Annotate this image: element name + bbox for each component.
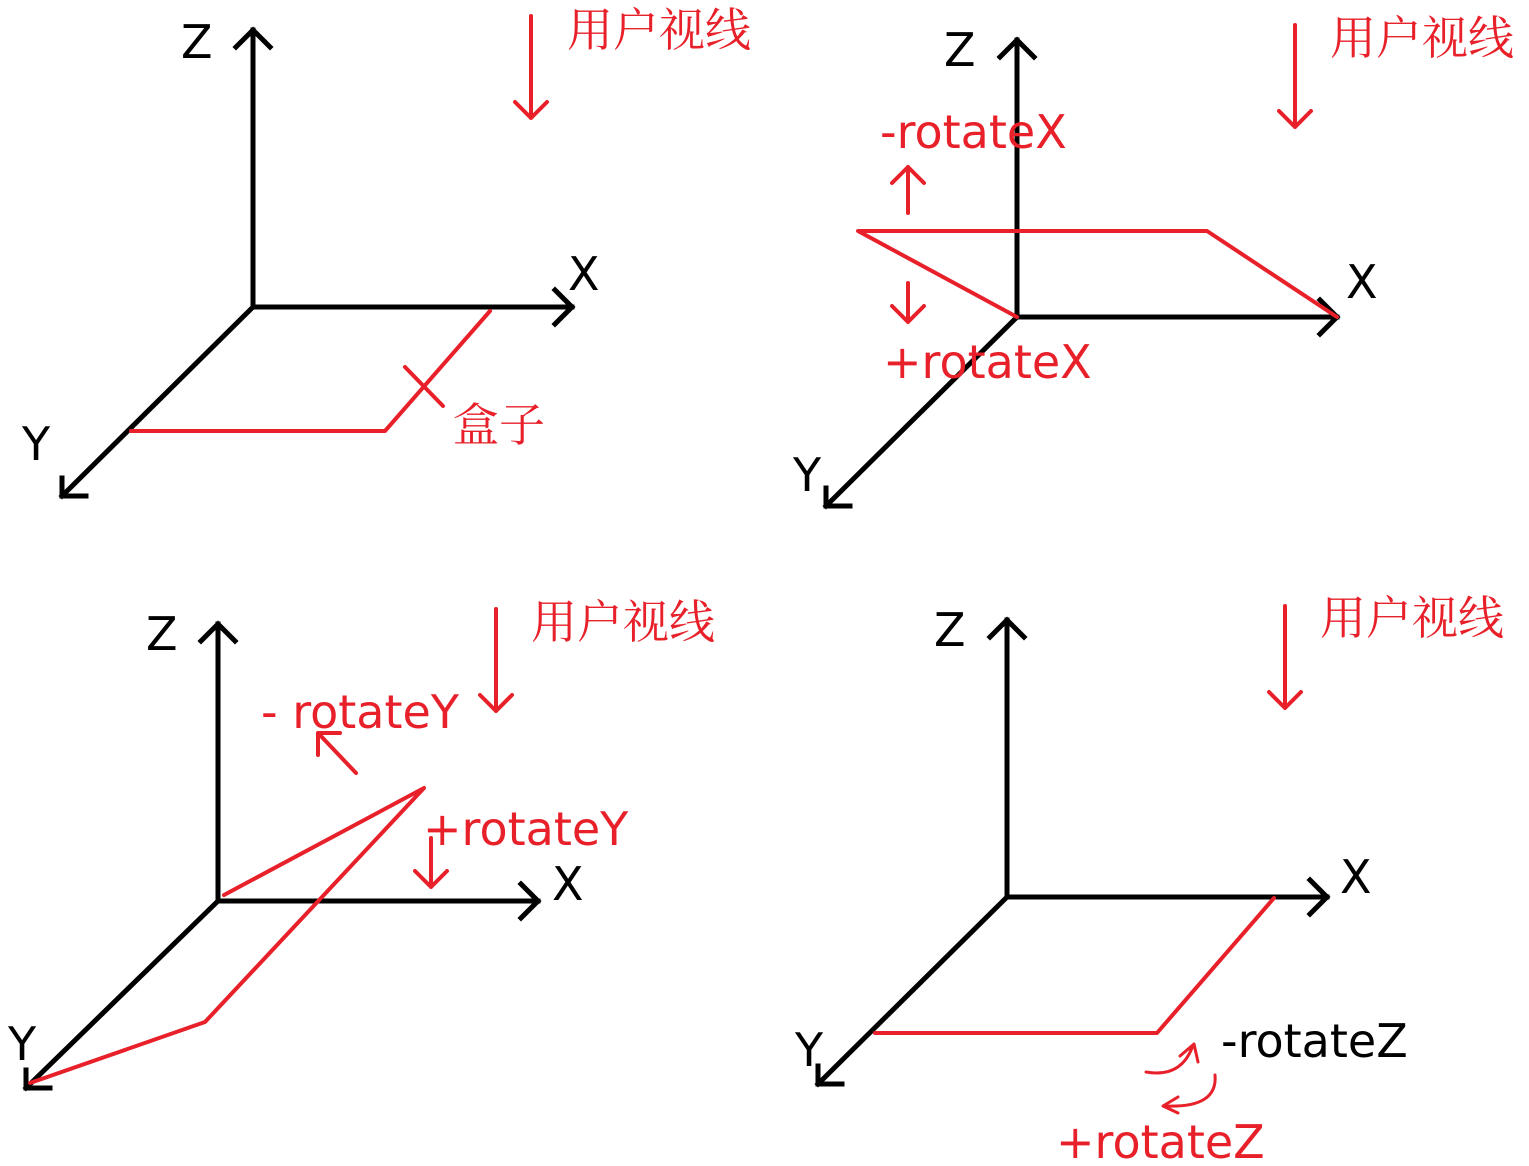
y-axis-label: Y: [22, 417, 51, 471]
positive-rotation-label: +rotateY: [423, 802, 629, 856]
z-axis: [201, 624, 235, 901]
panel-3: [7, 595, 715, 1088]
z-axis-label: Z: [944, 23, 976, 77]
x-axis-label: X: [1340, 850, 1372, 904]
z-axis: [1000, 40, 1034, 317]
negative-rotation-label: -rotateZ: [1221, 1014, 1408, 1068]
x-axis: [253, 290, 572, 324]
z-axis: [990, 620, 1024, 897]
line-of-sight-arrow: [515, 16, 547, 118]
rotated-plane: [30, 788, 424, 1083]
positive-rotation-arrow: [1163, 1075, 1215, 1113]
x-axis-label: X: [552, 857, 584, 911]
negative-rotation-arrow: [1146, 1044, 1198, 1073]
y-axis: [62, 307, 253, 496]
line-of-sight-arrow: [1279, 25, 1311, 127]
z-axis: [236, 30, 270, 307]
box-label: 盒子: [453, 398, 545, 452]
negative-rotation-label: -rotateX: [880, 105, 1067, 159]
y-axis-label: Y: [795, 1023, 824, 1077]
line-of-sight-label: 用户视线: [1330, 11, 1514, 65]
rotated-plane: [858, 231, 1337, 317]
negative-rotation-arrow: [892, 167, 924, 213]
line-of-sight-arrow: [1269, 606, 1301, 708]
line-of-sight-label: 用户视线: [531, 595, 715, 649]
z-axis-label: Z: [181, 15, 213, 69]
x-axis-label: X: [1346, 255, 1378, 309]
x-axis: [1007, 880, 1327, 914]
line-of-sight-arrow: [480, 609, 512, 711]
x-axis-label: X: [568, 247, 600, 301]
y-axis: [818, 897, 1007, 1084]
positive-rotation-label: +rotateX: [883, 335, 1092, 389]
positive-rotation-arrow: [892, 283, 924, 322]
panel-4: [794, 591, 1504, 1166]
positive-rotation-label: +rotateZ: [1056, 1115, 1265, 1166]
line-of-sight-label: 用户视线: [567, 3, 751, 57]
negative-rotation-arrow: [318, 733, 356, 773]
z-axis-label: Z: [934, 603, 966, 657]
y-axis-label: Y: [8, 1017, 37, 1071]
z-axis-label: Z: [146, 607, 178, 661]
negative-rotation-label: - rotateY: [261, 685, 459, 739]
panel-2: [792, 11, 1514, 506]
panel-1: [21, 3, 751, 496]
x-axis: [1017, 300, 1337, 334]
line-of-sight-label: 用户视线: [1320, 591, 1504, 645]
x-axis: [218, 884, 538, 918]
y-axis: [26, 901, 218, 1088]
y-axis-label: Y: [793, 448, 822, 502]
